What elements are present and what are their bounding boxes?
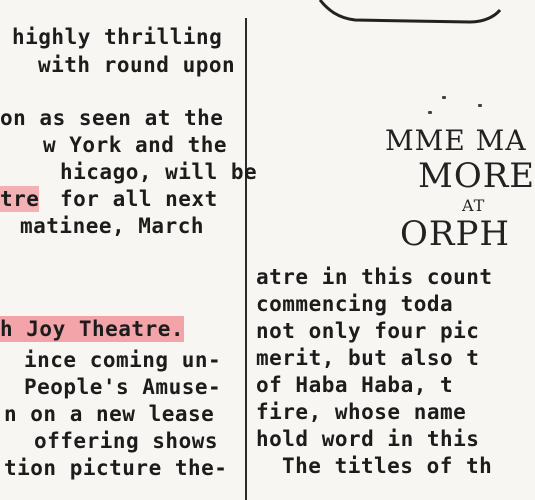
article-line: hold word in this <box>256 427 480 451</box>
article-line: w York and the <box>43 133 228 157</box>
article-line: not only four pic <box>256 319 480 343</box>
ornament-dot <box>478 104 482 107</box>
article-line: with round upon <box>38 53 236 77</box>
article-line: matinee, March <box>20 214 205 238</box>
article-line: hicago, will be <box>60 160 258 184</box>
article-line: offering shows <box>34 429 219 453</box>
article-line: commencing toda <box>256 292 454 316</box>
headline-line: AT <box>462 196 486 215</box>
article-line: merit, but also t <box>256 346 480 370</box>
article-line: The titles of th <box>282 454 493 478</box>
article-line: n on a new lease <box>4 402 215 426</box>
article-line: ince coming un- <box>24 348 222 372</box>
headline-line: MME MA <box>385 124 527 157</box>
headline-line: MORE <box>418 156 535 196</box>
highlighted-word: tre <box>0 187 40 211</box>
article-line: atre in this count <box>256 265 493 289</box>
ornament-dot <box>442 96 446 99</box>
highlighted-headline: h Joy Theatre. <box>0 317 185 341</box>
article-line: for all next <box>60 187 218 211</box>
ornament-dot <box>428 111 432 114</box>
article-line: People's Amuse- <box>24 375 222 399</box>
article-line: fire, whose name <box>256 400 467 424</box>
article-line: of Haba Haba, t <box>256 373 454 397</box>
headline-line: ORPH <box>400 214 511 254</box>
column-divider <box>245 18 247 500</box>
cartoon-bubble-illustration <box>320 0 500 60</box>
article-line: on as seen at the <box>0 106 224 130</box>
article-line: highly thrilling <box>12 25 223 49</box>
article-line: tion picture the- <box>4 456 228 480</box>
